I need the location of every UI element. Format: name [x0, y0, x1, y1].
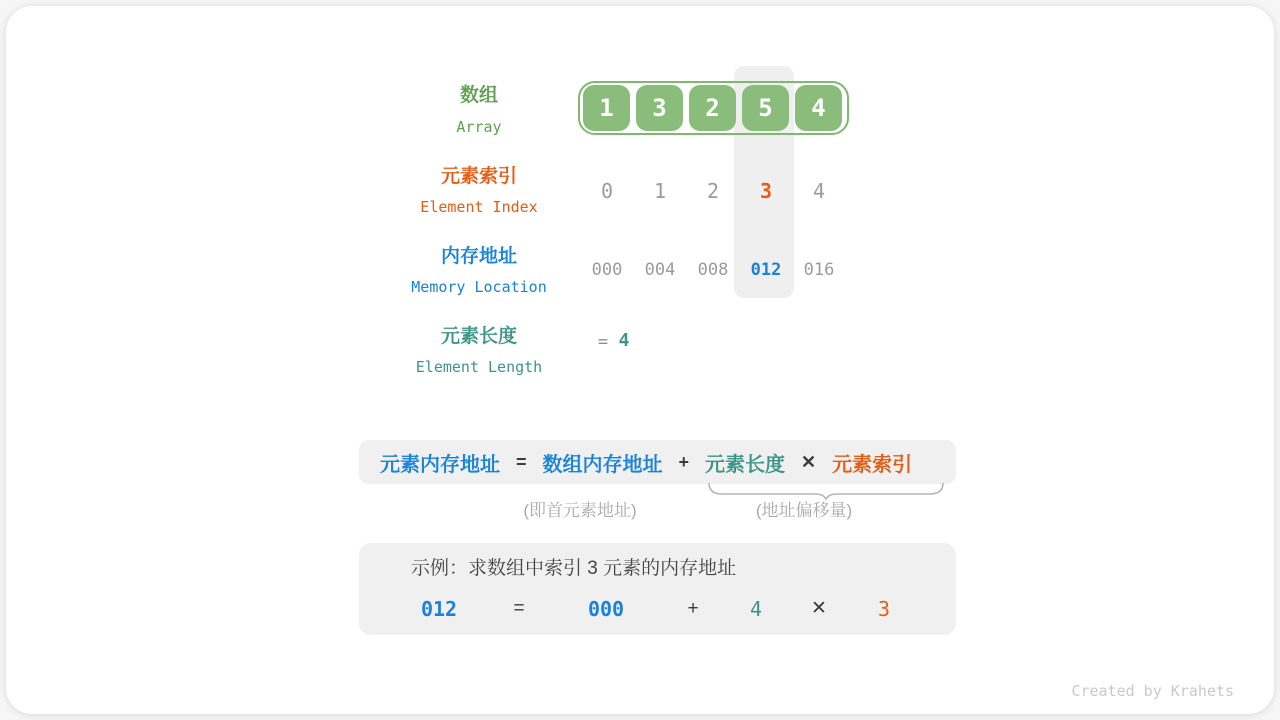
memory-value: 016 — [803, 260, 835, 280]
example-length: 4 — [749, 597, 763, 621]
memory-value: 000 — [591, 260, 623, 280]
array-cell: 1 — [583, 85, 630, 131]
label-length-en: Element Length — [415, 358, 543, 376]
label-memory-en: Memory Location — [411, 278, 547, 296]
credit-text: Created by Krahets — [1071, 682, 1234, 700]
example-equals-sign: = — [513, 598, 525, 619]
example-base: 000 — [587, 597, 625, 621]
label-length-zh: 元素长度 — [440, 326, 517, 347]
formula-row — [359, 440, 956, 484]
index-value: 4 — [812, 179, 826, 203]
index-value: 1 — [653, 179, 667, 203]
index-value: 0 — [600, 179, 614, 203]
note-address-offset: (地址偏移量) — [755, 501, 853, 520]
memory-value: 008 — [697, 260, 729, 280]
array-cell: 5 — [742, 85, 789, 131]
label-array-en: Array — [456, 118, 502, 136]
example-times-sign: ✕ — [811, 598, 827, 619]
example-box — [359, 543, 956, 635]
length-equals: = — [597, 332, 609, 352]
array-cell: 4 — [795, 85, 842, 131]
array-cell: 2 — [689, 85, 736, 131]
formula-element-address: 元素内存地址 — [380, 453, 500, 476]
formula-equals-sign: = — [516, 451, 527, 472]
formula-times-sign: ✕ — [801, 451, 817, 472]
formula-element-length: 元素长度 — [705, 453, 786, 476]
label-array-zh: 数组 — [459, 85, 498, 106]
formula-element-index: 元素索引 — [832, 453, 913, 476]
length-value: 4 — [618, 330, 630, 351]
note-first-element-address: (即首元素地址) — [523, 501, 637, 520]
example-plus-sign: + — [687, 598, 699, 619]
formula-plus-sign: + — [678, 451, 690, 472]
example-index: 3 — [877, 597, 891, 621]
label-memory-zh: 内存地址 — [440, 246, 517, 267]
memory-value-highlighted: 012 — [750, 260, 782, 280]
label-index-zh: 元素索引 — [440, 166, 517, 187]
formula-box — [359, 440, 956, 484]
underbrace — [708, 483, 944, 501]
example-result: 012 — [420, 597, 458, 621]
example-title: 示例：求数组中索引 3 元素的内存地址 — [411, 558, 737, 579]
index-value-highlighted: 3 — [759, 179, 773, 203]
array-cell: 3 — [636, 85, 683, 131]
index-value: 2 — [706, 179, 720, 203]
diagram-card — [6, 6, 1274, 714]
formula-array-address: 数组内存地址 — [542, 453, 663, 476]
label-index-en: Element Index — [420, 198, 538, 216]
memory-value: 004 — [644, 260, 676, 280]
